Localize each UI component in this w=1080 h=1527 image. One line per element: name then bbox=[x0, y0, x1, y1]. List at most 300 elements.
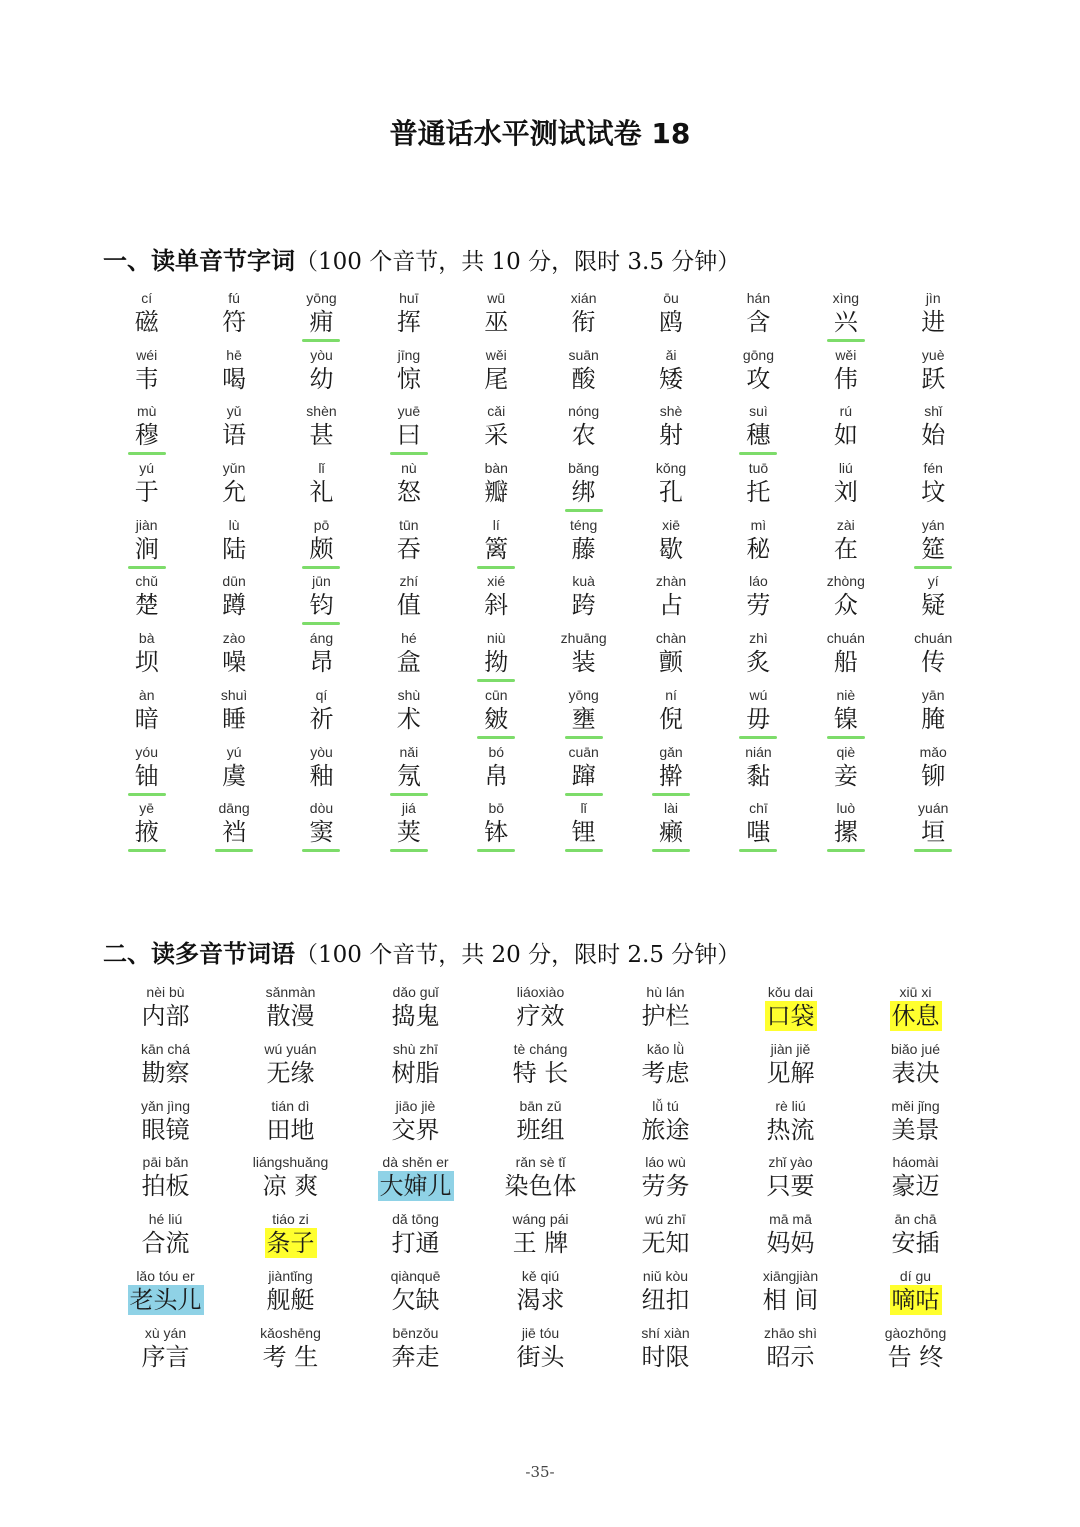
word-hanzi: 劳务 bbox=[641, 1172, 690, 1201]
char-pinyin: mì bbox=[750, 516, 767, 533]
word-item bbox=[228, 1152, 353, 1209]
highlighted-word: 嘀咕 bbox=[891, 1285, 940, 1314]
char-pinyin: hē bbox=[226, 346, 242, 363]
char-hanzi: 甚 bbox=[309, 421, 334, 450]
word-item bbox=[603, 1323, 728, 1380]
char-item bbox=[890, 571, 977, 628]
word-item bbox=[103, 1266, 228, 1323]
char-pinyin: shù bbox=[397, 686, 421, 703]
underline-mark bbox=[914, 849, 952, 852]
char-pinyin: jiàn bbox=[135, 516, 158, 533]
char-pinyin: niè bbox=[836, 686, 856, 703]
char-pinyin: dāng bbox=[218, 800, 250, 817]
word-hanzi: 散漫 bbox=[266, 1002, 315, 1030]
underline-mark bbox=[565, 793, 603, 796]
char-pinyin: ōu bbox=[663, 290, 679, 306]
underline-mark bbox=[827, 339, 865, 342]
char-hanzi: 语 bbox=[222, 421, 247, 450]
char-pinyin: zhí bbox=[399, 573, 419, 590]
char-item bbox=[190, 742, 277, 799]
char-pinyin: wěi bbox=[835, 346, 857, 363]
word-pinyin: qiànquē bbox=[390, 1267, 441, 1284]
char-item bbox=[190, 628, 277, 685]
char-item bbox=[802, 685, 889, 742]
word-hanzi: 奔走 bbox=[391, 1342, 440, 1371]
char-pinyin: yú bbox=[226, 743, 242, 760]
char-hanzi: 兴 bbox=[833, 308, 858, 336]
char-item bbox=[365, 742, 452, 799]
char-pinyin: wú bbox=[749, 686, 768, 703]
char-pinyin: yán bbox=[921, 516, 945, 533]
word-item bbox=[353, 1266, 478, 1323]
char-pinyin: yuè bbox=[921, 346, 945, 363]
word-item bbox=[353, 1096, 478, 1153]
word-hanzi: 特 长 bbox=[512, 1058, 569, 1087]
char-hanzi: 农 bbox=[571, 421, 596, 450]
char-item bbox=[365, 288, 452, 345]
char-item bbox=[802, 628, 889, 685]
char-hanzi: 符 bbox=[222, 308, 247, 336]
underline-mark bbox=[827, 736, 865, 739]
char-item bbox=[103, 742, 190, 799]
char-item bbox=[890, 458, 977, 515]
char-item bbox=[365, 798, 452, 855]
word-pinyin: háomài bbox=[892, 1154, 939, 1171]
char-hanzi: 毋 bbox=[746, 704, 771, 733]
underline-mark bbox=[652, 793, 690, 796]
word-pinyin: liáoxiào bbox=[516, 984, 565, 1000]
underline-mark bbox=[390, 793, 428, 796]
word-item bbox=[603, 1266, 728, 1323]
word-item bbox=[603, 1096, 728, 1153]
word-pinyin: hé liú bbox=[148, 1211, 183, 1228]
char-hanzi: 炙 bbox=[746, 648, 771, 677]
char-item bbox=[802, 345, 889, 402]
char-hanzi: 铀 bbox=[134, 761, 159, 790]
char-hanzi: 藤 bbox=[571, 534, 596, 563]
underline-mark bbox=[652, 849, 690, 852]
word-item bbox=[478, 982, 603, 1039]
char-item bbox=[190, 515, 277, 572]
char-hanzi: 擀 bbox=[659, 761, 684, 790]
word-hanzi: 告 终 bbox=[887, 1342, 944, 1371]
char-item bbox=[627, 571, 714, 628]
word-hanzi: 勘察 bbox=[141, 1058, 190, 1087]
word-pinyin: kǒu dai bbox=[767, 984, 814, 1000]
char-pinyin: jūn bbox=[312, 573, 331, 590]
word-pinyin: yǎn jìng bbox=[140, 1097, 191, 1114]
char-hanzi: 皴 bbox=[484, 704, 509, 733]
word-pinyin: shí xiàn bbox=[641, 1324, 690, 1341]
char-item bbox=[190, 401, 277, 458]
word-hanzi: 疗效 bbox=[516, 1002, 565, 1030]
char-hanzi: 绑 bbox=[571, 478, 596, 507]
char-pinyin: rú bbox=[839, 403, 853, 420]
underline-mark bbox=[302, 566, 340, 569]
char-item bbox=[540, 401, 627, 458]
section1-heading-note: （100 个音节，共 10 分，限时 3.5 分钟） bbox=[295, 249, 741, 275]
char-pinyin: ǎi bbox=[665, 346, 677, 363]
underline-mark bbox=[390, 452, 428, 455]
char-hanzi: 斜 bbox=[484, 591, 509, 620]
char-hanzi: 锂 bbox=[571, 818, 596, 847]
char-pinyin: nóng bbox=[568, 403, 600, 420]
char-hanzi: 矮 bbox=[659, 364, 684, 393]
char-pinyin: suì bbox=[749, 403, 768, 420]
char-item bbox=[278, 685, 365, 742]
char-pinyin: wū bbox=[487, 290, 506, 306]
word-pinyin: dǎ tōng bbox=[392, 1211, 439, 1228]
char-hanzi: 挥 bbox=[396, 308, 421, 336]
word-item bbox=[853, 1152, 978, 1209]
underline-mark bbox=[215, 849, 253, 852]
char-item bbox=[890, 401, 977, 458]
section2-heading bbox=[103, 934, 740, 969]
char-item bbox=[278, 571, 365, 628]
underline-mark bbox=[302, 849, 340, 852]
char-pinyin: zhàn bbox=[655, 573, 687, 590]
char-hanzi: 虞 bbox=[222, 761, 247, 790]
char-pinyin: lǐ bbox=[580, 800, 587, 817]
char-pinyin: áng bbox=[309, 630, 334, 647]
word-pinyin: ān chā bbox=[894, 1211, 937, 1228]
char-pinyin: mǎo bbox=[919, 743, 947, 760]
char-hanzi: 传 bbox=[921, 648, 946, 677]
char-hanzi: 陆 bbox=[222, 534, 247, 563]
word-hanzi: 旅途 bbox=[641, 1115, 690, 1144]
char-pinyin: yē bbox=[139, 800, 155, 817]
char-hanzi: 惊 bbox=[396, 364, 421, 393]
char-pinyin: chàn bbox=[655, 630, 687, 647]
char-hanzi: 荚 bbox=[396, 818, 421, 847]
word-hanzi: 打通 bbox=[391, 1229, 440, 1258]
highlighted-word: 口袋 bbox=[766, 1002, 815, 1030]
char-pinyin: bǎng bbox=[568, 460, 600, 477]
char-pinyin: liú bbox=[838, 460, 853, 477]
word-item bbox=[603, 1152, 728, 1209]
char-item bbox=[453, 515, 540, 572]
word-hanzi: 染色体 bbox=[504, 1172, 577, 1201]
char-hanzi: 值 bbox=[396, 591, 421, 620]
char-item bbox=[540, 288, 627, 345]
char-item bbox=[453, 345, 540, 402]
char-hanzi: 于 bbox=[134, 478, 159, 507]
char-hanzi: 帛 bbox=[484, 761, 509, 790]
char-pinyin: kuà bbox=[572, 573, 595, 590]
char-item bbox=[365, 345, 452, 402]
char-item bbox=[103, 515, 190, 572]
char-item bbox=[715, 515, 802, 572]
word-pinyin: wú yuán bbox=[264, 1040, 317, 1057]
word-hanzi: 表决 bbox=[891, 1058, 940, 1087]
word-item bbox=[853, 1323, 978, 1380]
word-pinyin: kě qiú bbox=[521, 1267, 560, 1284]
char-item bbox=[190, 571, 277, 628]
char-hanzi: 术 bbox=[396, 704, 421, 733]
char-pinyin: suān bbox=[568, 346, 599, 363]
char-item bbox=[627, 685, 714, 742]
char-item bbox=[190, 798, 277, 855]
char-pinyin: yōng bbox=[568, 686, 599, 703]
char-hanzi: 拗 bbox=[484, 648, 509, 677]
word-pinyin: jiàntǐng bbox=[268, 1267, 313, 1284]
char-item bbox=[540, 798, 627, 855]
word-item bbox=[728, 1209, 853, 1266]
underline-mark bbox=[565, 736, 603, 739]
char-hanzi: 始 bbox=[921, 421, 946, 450]
word-item bbox=[478, 1096, 603, 1153]
char-item bbox=[890, 685, 977, 742]
char-hanzi: 穆 bbox=[134, 421, 159, 450]
char-item bbox=[890, 345, 977, 402]
word-pinyin: pāi bǎn bbox=[142, 1154, 189, 1171]
word-item bbox=[103, 1096, 228, 1153]
char-item bbox=[802, 458, 889, 515]
word-item bbox=[478, 1152, 603, 1209]
char-pinyin: huī bbox=[399, 290, 419, 306]
char-item bbox=[278, 401, 365, 458]
char-item bbox=[627, 458, 714, 515]
char-item bbox=[627, 401, 714, 458]
word-pinyin: wáng pái bbox=[512, 1211, 569, 1228]
char-pinyin: shèn bbox=[306, 403, 337, 420]
word-hanzi: 妈妈 bbox=[766, 1229, 815, 1258]
char-hanzi: 钧 bbox=[309, 591, 334, 620]
char-pinyin: yǔn bbox=[222, 460, 246, 477]
word-item bbox=[853, 1209, 978, 1266]
word-hanzi: 捣鬼 bbox=[391, 1002, 440, 1030]
char-item bbox=[802, 742, 889, 799]
char-item bbox=[890, 515, 977, 572]
char-pinyin: xián bbox=[570, 290, 597, 306]
char-pinyin: wéi bbox=[136, 346, 158, 363]
word-item bbox=[103, 1209, 228, 1266]
word-pinyin: kǎoshēng bbox=[260, 1324, 321, 1341]
char-hanzi: 刘 bbox=[833, 478, 858, 507]
word-item bbox=[478, 1266, 603, 1323]
char-hanzi: 颤 bbox=[659, 648, 684, 677]
char-pinyin: jīng bbox=[397, 346, 421, 363]
char-pinyin: yān bbox=[921, 686, 945, 703]
char-item bbox=[540, 345, 627, 402]
char-pinyin: láo bbox=[749, 573, 768, 590]
char-hanzi: 喝 bbox=[222, 364, 247, 393]
char-pinyin: nù bbox=[401, 460, 417, 477]
word-pinyin: dí gu bbox=[899, 1267, 932, 1284]
char-hanzi: 船 bbox=[833, 648, 858, 677]
char-hanzi: 穗 bbox=[746, 421, 771, 450]
char-hanzi: 吞 bbox=[396, 534, 421, 563]
word-hanzi: 无知 bbox=[641, 1229, 690, 1258]
char-hanzi: 曰 bbox=[396, 421, 421, 450]
char-item bbox=[278, 288, 365, 345]
word-pinyin: rè liú bbox=[775, 1097, 806, 1114]
word-item bbox=[728, 1039, 853, 1096]
word-item bbox=[103, 1323, 228, 1380]
word-item bbox=[228, 1266, 353, 1323]
underline-mark bbox=[128, 566, 166, 569]
word-hanzi: 渴求 bbox=[516, 1285, 565, 1314]
word-hanzi: 树脂 bbox=[391, 1058, 440, 1087]
char-pinyin: shǐ bbox=[924, 403, 943, 420]
char-item bbox=[278, 628, 365, 685]
char-pinyin: hán bbox=[746, 290, 771, 306]
word-hanzi: 田地 bbox=[266, 1115, 315, 1144]
char-hanzi: 楚 bbox=[134, 591, 159, 620]
char-pinyin: luò bbox=[836, 800, 856, 817]
char-hanzi: 尾 bbox=[484, 364, 509, 393]
char-item bbox=[802, 798, 889, 855]
char-pinyin: chī bbox=[749, 800, 768, 817]
word-hanzi: 热流 bbox=[766, 1115, 815, 1144]
char-pinyin: zài bbox=[836, 516, 855, 533]
char-item bbox=[103, 685, 190, 742]
char-hanzi: 装 bbox=[571, 648, 596, 677]
word-pinyin: zhǐ yào bbox=[768, 1154, 813, 1171]
char-hanzi: 涧 bbox=[134, 534, 159, 563]
char-hanzi: 磁 bbox=[134, 308, 159, 336]
char-item bbox=[715, 458, 802, 515]
char-item bbox=[627, 288, 714, 345]
char-pinyin: àn bbox=[138, 686, 155, 703]
word-pinyin: bān zǔ bbox=[519, 1097, 562, 1114]
char-item bbox=[802, 401, 889, 458]
word-item bbox=[728, 1266, 853, 1323]
word-pinyin: jiē tóu bbox=[521, 1324, 560, 1341]
word-item bbox=[728, 1323, 853, 1380]
word-hanzi: 只要 bbox=[766, 1172, 815, 1201]
char-hanzi: 礼 bbox=[309, 478, 334, 507]
char-item bbox=[453, 685, 540, 742]
char-item bbox=[802, 515, 889, 572]
word-item bbox=[853, 1266, 978, 1323]
word-item bbox=[478, 1209, 603, 1266]
char-hanzi: 暗 bbox=[134, 704, 159, 733]
char-pinyin: kǒng bbox=[655, 460, 687, 477]
char-hanzi: 占 bbox=[659, 591, 684, 620]
char-hanzi: 坝 bbox=[134, 648, 159, 677]
word-hanzi: 相 间 bbox=[762, 1285, 819, 1314]
char-item bbox=[365, 571, 452, 628]
char-pinyin: jìn bbox=[925, 290, 941, 306]
word-pinyin: tiáo zi bbox=[272, 1211, 309, 1228]
word-hanzi: 眼镜 bbox=[141, 1115, 190, 1144]
char-pinyin: wěi bbox=[485, 346, 507, 363]
char-item bbox=[627, 628, 714, 685]
char-hanzi: 跃 bbox=[921, 364, 946, 393]
underline-mark bbox=[739, 452, 777, 455]
word-item bbox=[103, 982, 228, 1039]
word-pinyin: xiū xi bbox=[899, 984, 932, 1000]
word-item bbox=[228, 982, 353, 1039]
char-hanzi: 祈 bbox=[309, 704, 334, 733]
char-pinyin: qí bbox=[315, 686, 328, 703]
char-hanzi: 疑 bbox=[921, 591, 946, 620]
underline-mark bbox=[477, 679, 515, 682]
word-hanzi: 舰艇 bbox=[266, 1285, 315, 1314]
word-hanzi: 时限 bbox=[641, 1342, 690, 1371]
char-pinyin: zhòng bbox=[826, 573, 865, 590]
char-hanzi: 黏 bbox=[746, 761, 771, 790]
word-hanzi: 美景 bbox=[891, 1115, 940, 1144]
char-hanzi: 颇 bbox=[309, 534, 334, 563]
char-item bbox=[802, 571, 889, 628]
char-pinyin: qiè bbox=[836, 743, 856, 760]
char-item bbox=[190, 458, 277, 515]
char-hanzi: 衔 bbox=[571, 308, 596, 336]
word-pinyin: láo wù bbox=[645, 1154, 686, 1171]
char-pinyin: xìng bbox=[832, 290, 860, 306]
word-item bbox=[603, 1209, 728, 1266]
char-item bbox=[278, 798, 365, 855]
word-pinyin: wú zhī bbox=[645, 1211, 686, 1228]
char-pinyin: tūn bbox=[399, 516, 419, 533]
word-hanzi: 安插 bbox=[891, 1229, 940, 1258]
char-hanzi: 怒 bbox=[396, 478, 421, 507]
char-hanzi: 众 bbox=[833, 591, 858, 620]
char-pinyin: xié bbox=[487, 573, 506, 590]
char-hanzi: 噪 bbox=[222, 648, 247, 677]
char-pinyin: yú bbox=[139, 460, 155, 477]
char-item bbox=[453, 742, 540, 799]
underline-mark bbox=[565, 849, 603, 852]
char-item bbox=[890, 288, 977, 345]
char-pinyin: gǎn bbox=[659, 743, 683, 760]
char-hanzi: 坟 bbox=[921, 478, 946, 507]
char-item bbox=[627, 515, 714, 572]
char-pinyin: xiē bbox=[662, 516, 680, 533]
char-item bbox=[627, 742, 714, 799]
word-item bbox=[228, 1039, 353, 1096]
word-item bbox=[103, 1152, 228, 1209]
section1-heading bbox=[103, 241, 740, 276]
word-item bbox=[853, 982, 978, 1039]
char-hanzi: 睡 bbox=[222, 704, 247, 733]
char-item bbox=[453, 571, 540, 628]
char-item bbox=[540, 571, 627, 628]
word-hanzi: 豪迈 bbox=[891, 1172, 940, 1201]
char-hanzi: 酸 bbox=[571, 364, 596, 393]
word-item bbox=[728, 1152, 853, 1209]
char-hanzi: 歇 bbox=[659, 534, 684, 563]
char-item bbox=[365, 458, 452, 515]
char-pinyin: chuán bbox=[914, 630, 953, 647]
char-hanzi: 铆 bbox=[921, 761, 946, 790]
word-item bbox=[353, 982, 478, 1039]
underline-mark bbox=[739, 849, 777, 852]
highlighted-word: 大婶儿 bbox=[379, 1172, 452, 1201]
section2-heading-label: 二、读多音节词语 bbox=[103, 940, 295, 968]
char-hanzi: 孔 bbox=[659, 478, 684, 507]
word-pinyin: liángshuǎng bbox=[252, 1154, 329, 1171]
char-hanzi: 韦 bbox=[134, 364, 159, 393]
char-hanzi: 秘 bbox=[746, 534, 771, 563]
char-pinyin: zào bbox=[222, 630, 246, 647]
word-pinyin: niǔ kòu bbox=[642, 1267, 689, 1284]
monosyllable-grid bbox=[103, 288, 977, 855]
word-item bbox=[478, 1039, 603, 1096]
word-pinyin: bēnzǒu bbox=[392, 1324, 439, 1341]
word-item bbox=[353, 1209, 478, 1266]
char-hanzi: 伟 bbox=[833, 364, 858, 393]
word-item bbox=[478, 1323, 603, 1380]
word-pinyin: xiāngjiàn bbox=[762, 1267, 819, 1284]
char-hanzi: 昂 bbox=[309, 648, 334, 677]
char-pinyin: hé bbox=[401, 630, 417, 647]
word-item bbox=[603, 982, 728, 1039]
word-item bbox=[228, 1323, 353, 1380]
underline-mark bbox=[477, 849, 515, 852]
